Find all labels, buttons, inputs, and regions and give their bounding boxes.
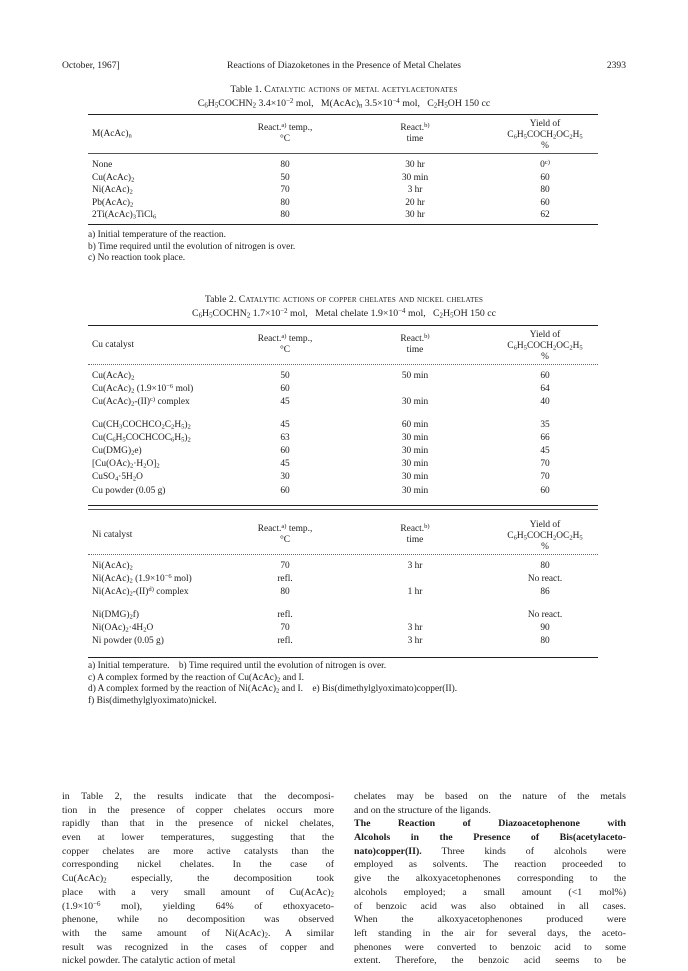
table2-cu-row-catalyst: $Cu(DMG)_2e$): [92, 446, 142, 457]
body-left-line: copper chelates are more active catalysts than the: [62, 845, 334, 857]
table2-cu-row-catalyst: $Cu(CH_3COCHCO_2C_2H_5)_2$: [92, 419, 191, 431]
t1-catalyst: $M(AcAc)_n$: [320, 98, 363, 110]
header-react-temp: React.$^{a)}$ temp., °C: [257, 333, 313, 355]
table2-cu-row-yield: 70: [540, 459, 550, 470]
table2-ni-row-time: 1 hr: [407, 587, 423, 598]
table2-cu-row-temp: 45: [280, 459, 290, 470]
t1-solvent: $C_2H_5OH$: [427, 98, 462, 110]
table1-row-catalyst: $Ni(AcAc)_2$: [92, 185, 133, 196]
table2-ni-header-rule: [88, 554, 598, 555]
table2-ni-row-catalyst: $Ni(AcAc)_2$ ($1.9\times 10^{-6}$ mol): [92, 573, 192, 585]
table2-label: Table 2.: [204, 294, 237, 305]
table1-title: Catalytic actions of metal acetylacetonates: [264, 84, 458, 95]
header-catalyst: Cu catalyst: [92, 340, 134, 350]
table2-cu-row-time: 60 min: [401, 419, 429, 430]
table2-ni-row-yield: 90: [540, 622, 550, 633]
body-right-line: alcohols employed; a small amount (<1 mol%): [354, 886, 626, 898]
t2-substrate: $C_6H_5COCHN_2$: [192, 308, 251, 320]
body-left-line: $Cu(AcAc)_2$ especially, the decomposition took: [62, 873, 334, 885]
header-yield: Yield of $C_6H_5COCH_2OC_2H_5$ %: [507, 119, 583, 151]
table2-ni-row-catalyst: $Ni(AcAc)_2$: [92, 561, 133, 572]
table2-cu-row-temp: 50: [280, 371, 290, 381]
table1-row-catalyst: $Pb(AcAc)_2$: [92, 197, 134, 209]
issue-date: October, 1967]: [62, 60, 120, 71]
table1-bottom-rule: [88, 224, 598, 225]
table2-ni-row-time: 3 hr: [407, 561, 423, 571]
table2-note: d) A complex formed by the reaction of $Ni(AcAc)_2$ and I. e) Bis(dimethylglyoximato)copper(II).: [88, 684, 458, 695]
header-catalyst: $M(AcAc)_n$: [92, 129, 132, 140]
section-heading-continuation: Three kinds of alcohols were: [421, 845, 626, 857]
table2-cu-row-catalyst: Cu powder (0.05 g): [92, 485, 166, 496]
table2-cu-row-temp: 60: [280, 384, 290, 395]
table1-row-temp: 80: [280, 160, 290, 170]
table1-top-rule: [88, 114, 598, 115]
table1-row-time: 30 hr: [405, 210, 425, 221]
body-left-line: result was recognized in the cases of copper and: [62, 941, 334, 953]
header-yield: Yield of $C_6H_5COCH_2OC_2H_5$ %: [507, 330, 583, 362]
table2-cu-row-time: 30 min: [401, 397, 429, 408]
table1-row-temp: 80: [280, 197, 290, 208]
table2-ni-row-yield: 80: [540, 561, 550, 571]
table2-ni-row-yield: 86: [540, 587, 550, 598]
table1-row-time: 3 hr: [407, 185, 423, 196]
body-column-left: [62, 790, 334, 968]
table2-note: f) Bis(dimethylglyoximato)nickel.: [88, 695, 217, 706]
table1-row-catalyst: $Cu(AcAc)_2$: [92, 172, 135, 184]
table1-row-yield: 60: [540, 172, 550, 183]
header-react-time: React.$^{b)}$ time: [400, 122, 430, 144]
table1-row-time: 30 min: [401, 172, 429, 183]
t2-catalyst-amount: $1.9\times 10^{-4}$ mol,: [370, 307, 426, 319]
table1-note: c) No reaction took place.: [88, 253, 186, 263]
body-left-line: corresponding nickel chelates. In the case of: [62, 859, 334, 871]
header-catalyst: Ni catalyst: [92, 530, 133, 540]
t1-substrate: $C_6H_5COCHN_2$: [197, 98, 257, 110]
table2-ni-row-temp: refl.: [277, 574, 293, 585]
table2-cu-row-yield: 40: [540, 397, 550, 408]
table1-conditions: [62, 97, 626, 111]
t1-substrate-amount: $3.4\times 10^{-2}$ mol,: [258, 97, 314, 109]
table2-cu-row-temp: 45: [280, 419, 290, 430]
header-yield: Yield of $C_6H_5COCH_2OC_2H_5$ %: [507, 520, 583, 552]
table1-row-yield: 60: [540, 197, 550, 208]
t2-solvent-amount: 150 cc: [470, 308, 496, 319]
body-right-line: employed as solvents. The reaction proceeded to: [354, 859, 626, 871]
table1-header-rule: [88, 153, 598, 154]
table2-mid-rule-2: [88, 509, 598, 510]
table1-note: a) Initial temperature of the reaction.: [88, 230, 226, 240]
table1-row-time: 30 hr: [405, 160, 425, 170]
table2-cu-row-time: 30 min: [401, 432, 429, 443]
table2-cu-row-catalyst: $CuSO_4\cdot 5H_2O$: [92, 472, 143, 484]
section-heading-line: The Reaction of Diazoacetophenone with: [354, 818, 626, 830]
table2-cu-row-yield: 66: [540, 432, 550, 443]
table2-cu-row-time: 30 min: [401, 459, 429, 470]
section-heading-line: Alcohols in the Presence of Bis(acetylaceto-: [354, 832, 626, 844]
body-right-line: and on the structure of the ligands.: [354, 804, 491, 816]
body-right-line: chelates may be based on the nature of the metals: [354, 791, 626, 802]
table2-ni-row-yield: No react.: [527, 609, 563, 620]
header-react-time: React.$^{b)}$ time: [400, 523, 430, 545]
table1-row-catalyst: $2Ti(AcAc)_3TiCl_6$: [92, 210, 157, 222]
body-left-line: in Table 2, the results indicate that the decomposi-: [62, 791, 334, 802]
running-head: [62, 60, 626, 74]
table2-ni-row-temp: 70: [280, 622, 290, 633]
table2-cu-row-yield: 70: [540, 472, 550, 483]
body-left-line: tion in the presence of copper chelates occurs more: [62, 804, 334, 816]
table2-cu-row-catalyst: $Cu(AcAc)_2-(II)^{c)}$ complex: [92, 396, 190, 409]
body-left-line: with the same amount of $Ni(AcAc)_2$. A similar: [62, 927, 334, 940]
table2-ni-row-temp: refl.: [277, 636, 293, 646]
table2-ni-row-catalyst: $Ni(DMG)_2f$): [92, 609, 140, 621]
table2-ni-row-temp: 70: [280, 561, 290, 571]
table2-ni-row-temp: 80: [280, 587, 290, 598]
table2-title: Catalytic actions of copper chelates and nickel chelates: [238, 294, 484, 305]
table2-cu-row-temp: 30: [280, 472, 290, 483]
body-left-line: ($1.9\times 10^{-6}$ mol), yielding 64% of ethoxyaceto-: [62, 900, 334, 912]
body-left-line: nickel powder. The catalytic action of metal: [62, 955, 236, 967]
table1-caption: [62, 83, 626, 97]
table2-ni-row-time: 3 hr: [407, 636, 423, 646]
table2-ni-row-yield: 80: [540, 636, 550, 646]
body-column-right: [354, 790, 626, 968]
header-react-temp: React.$^{a)}$ temp., °C: [257, 523, 313, 545]
table2-cu-row-yield: 64: [540, 384, 550, 395]
table2-conditions: [62, 307, 626, 321]
body-right-line: give the alkoxyacetophenones corresponding to the: [354, 873, 626, 885]
table2-mid-rule: [88, 505, 598, 506]
table2-ni-row-time: 3 hr: [407, 622, 423, 633]
table2-cu-row-yield: 35: [540, 419, 550, 430]
body-left-line: rapidly than that in the presence of nickel chelates,: [62, 818, 334, 830]
body-right-line: of benzoic acid was also obtained in all cases.: [354, 900, 626, 912]
table2-ni-row-yield: No react.: [527, 574, 563, 585]
body-left-line: phenone, while no decomposition was observed: [62, 914, 334, 926]
header-react-time: React.$^{b)}$ time: [400, 333, 430, 355]
body-right-line: When the alkoxyacetophenones produced were: [354, 914, 626, 926]
table2-note: c) A complex formed by the reaction of $Cu(AcAc)_2$ and I.: [88, 672, 304, 684]
page-number: 2393: [606, 60, 626, 71]
table2-ni-row-catalyst: $Ni(AcAc)_2-(II)^{d)}$ complex: [92, 586, 189, 599]
table1-row-yield: 62: [540, 210, 550, 221]
table2-cu-row-catalyst: $Cu(AcAc)_2$: [92, 371, 135, 382]
table1-row-catalyst: None: [92, 160, 113, 170]
table2-cu-row-yield: 60: [540, 485, 550, 496]
t2-substrate-amount: $1.7\times 10^{-2}$ mol,: [252, 307, 308, 319]
table2-cu-row-temp: 60: [280, 485, 290, 496]
t2-solvent: $C_2H_5OH$: [433, 308, 468, 320]
table1-row-time: 20 hr: [405, 197, 425, 208]
section-heading-tail: nato)copper(II).: [354, 845, 422, 857]
table2-cu-row-yield: 60: [540, 371, 550, 381]
table2-cu-row-catalyst: $[Cu(OAc)_2\cdot H_2O]_2$: [92, 459, 160, 470]
t1-solvent-amount: 150 cc: [464, 98, 491, 109]
table2-cu-row-time: 30 min: [401, 472, 429, 483]
table2-note: a) Initial temperature. b) Time required until the evolution of nitrogen is over.: [88, 661, 387, 671]
header-react-temp: React.$^{a)}$ temp., °C: [257, 122, 313, 144]
table2-cu-row-yield: 45: [540, 446, 550, 456]
body-right-line: phenones were converted to benzoic acid to some: [354, 941, 626, 953]
body-left-line: place with a very small amount of $Cu(AcAc)_2$: [62, 886, 334, 899]
table2-bottom-rule: [88, 657, 598, 658]
table2-cu-row-temp: 45: [280, 397, 290, 408]
table1-note: b) Time required until the evolution of nitrogen is over.: [88, 241, 296, 252]
table2-cu-row-time: 30 min: [401, 485, 429, 496]
table1-row-yield: 0$^{c)}$: [540, 159, 550, 170]
article-title: Reactions of Diazoketones in the Presence of Metal Chelates: [227, 60, 461, 71]
body-left-line: even at lower temperatures, suggesting that the: [62, 832, 334, 844]
table1-label: Table 1.: [230, 84, 262, 95]
section-heading-tail-line: [354, 845, 626, 859]
table2-top-rule: [88, 325, 598, 326]
table2-cu-row-catalyst: $Cu(AcAc)_2$ ($1.9\times 10^{-6}$ mol): [92, 383, 194, 395]
table2-ni-row-catalyst: $Ni(OAc)_2\cdot 4H_2O$: [92, 622, 154, 634]
table1-row-temp: 80: [280, 210, 290, 221]
table2-cu-row-temp: 60: [280, 446, 290, 456]
table2-caption: [62, 293, 626, 307]
t1-catalyst-amount: $3.5\times 10^{-4}$ mol,: [364, 97, 420, 109]
table2-cu-row-temp: 63: [280, 432, 290, 443]
body-right-line: extent. Therefore, the benzoic acid seems to be: [354, 955, 626, 967]
body-right-line: left standing in the air for several days, the aceto-: [354, 927, 626, 939]
table1-row-temp: 70: [280, 185, 290, 196]
table1-row-yield: 80: [540, 185, 550, 196]
table2-ni-row-catalyst: Ni powder (0.05 g): [92, 636, 164, 646]
table2-cu-row-time: 50 min: [401, 371, 429, 381]
table2-cu-row-catalyst: $Cu(C_6H_5COCHCOC_6H_5)_2$: [92, 432, 191, 444]
table2-cu-header-rule: [88, 364, 598, 365]
table2-ni-row-temp: refl.: [277, 609, 293, 620]
table1-row-temp: 50: [280, 172, 290, 183]
t2-catalyst: Metal chelate: [315, 308, 369, 319]
table2-cu-row-time: 30 min: [401, 446, 429, 456]
